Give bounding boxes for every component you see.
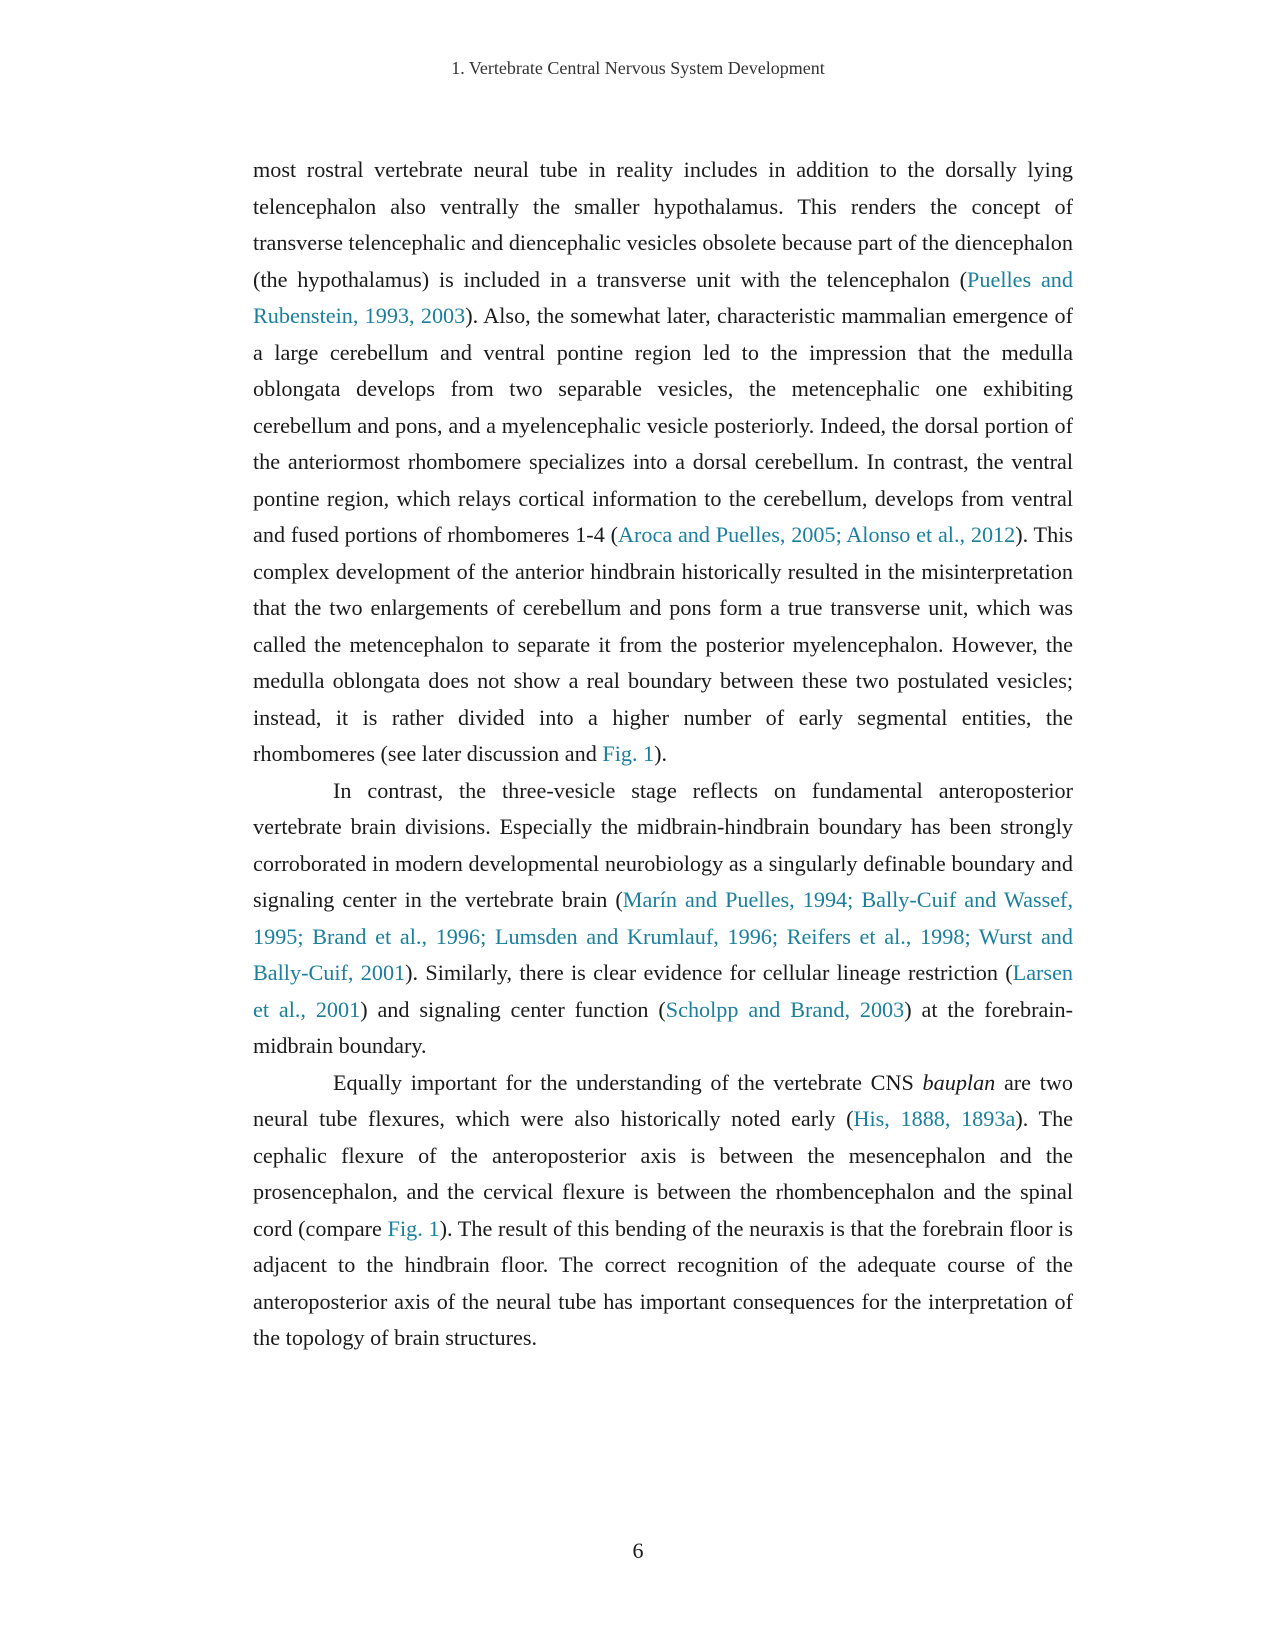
text-segment: ). Similarly, there is clear evidence for cellular lineage restriction ( xyxy=(405,960,1013,985)
citation-link[interactable]: Larsen et al., 2001 xyxy=(253,960,1074,1022)
citation-link[interactable]: Scholpp and Brand, 2003 xyxy=(665,996,905,1022)
text-segment: In contrast, the three-vesicle stage reflects on fundamental anteroposterior vertebrate brain divisions. Especially the midbrain-hindbrain boundary has been strongly corroborated in modern developmental neurobiology as a singularly definable boundary and signaling center in the vertebrate brain ( xyxy=(253,777,1073,912)
text-segment: most rostral vertebrate neural tube in reality includes in addition to the dorsally lying telencephalon also ventrally the smaller hypothalamus. This renders the concept of transverse telencephalic and diencephalic vesicles obsolete because part of the diencephalon (the hypothalamus) is included in a transverse unit with the telencephalon ( xyxy=(253,157,1073,292)
text-segment: ). The result of this bending of the neuraxis is that the forebrain floor is adjacent to the hindbrain floor. The correct recognition of the adequate course of the anteroposterior axis of the neural tube has important consequences for the interpretation of the topology of brain structures. xyxy=(253,1215,1073,1350)
text-segment: are two neural tube flexures, which were also historically noted early ( xyxy=(253,1069,1073,1131)
text-segment: ). The cephalic flexure of the anteroposterior axis is between the mesencephalon and the prosencephalon, and the cervical flexure is between the rhombencephalon and the spinal cord (compare xyxy=(253,1106,1074,1241)
italic-term: bauplan xyxy=(922,1069,996,1095)
text-segment: ) at the forebrain-midbrain boundary. xyxy=(253,996,1073,1058)
citation-link[interactable]: His, 1888, 1893a xyxy=(853,1106,1016,1131)
figure-link[interactable]: Fig. 1 xyxy=(602,741,655,766)
paragraph xyxy=(253,152,1073,773)
text-segment: ). xyxy=(654,741,668,766)
text-segment: ) and signaling center function ( xyxy=(360,996,666,1022)
text-segment: ). This complex development of the anterior hindbrain historically resulted in the misinterpretation that the two enlargements of cerebellum and pons form a true transverse unit, which was called the metencephalon to separate it from the posterior myelencephalon. However, the medulla oblongata does not show a real boundary between these two postulated vesicles; instead, it is rather divided into a higher number of early segmental entities, the rhombomeres (see later discussion and xyxy=(253,522,1073,766)
paragraph xyxy=(253,1065,1073,1357)
citation-link[interactable]: Puelles and Rubenstein, 1993, 2003 xyxy=(253,266,1073,328)
running-header: 1. Vertebrate Central Nervous System Development xyxy=(451,58,825,78)
citation-link[interactable]: Aroca and Puelles, 2005; Alonso et al., 2012 xyxy=(617,522,1016,547)
body-text xyxy=(253,152,1073,1357)
page-number: 6 xyxy=(632,1538,644,1563)
paragraph xyxy=(253,773,1073,1065)
citation-link[interactable]: Marín and Puelles, 1994; Bally-Cuif and Wassef, 1995; Brand et al., 1996; Lumsden and Krumlauf, 1996; Reifers et al., 1998; Wurst and Bally-Cuif, 2001 xyxy=(253,887,1073,985)
text-segment: ). Also, the somewhat later, characteristic mammalian emergence of a large cerebellum and ventral pontine region led to the impression that the medulla oblongata develops from two separable vesicles, the metencephalic one exhibiting cerebellum and pons, and a myelencephalic vesicle posteriorly. Indeed, the dorsal portion of the anteriormost rhombomere specializes into a dorsal cerebellum. In contrast, the ventral pontine region, which relays cortical information to the cerebellum, develops from ventral and fused portions of rhombomeres 1-4 ( xyxy=(253,303,1073,547)
figure-link[interactable]: Fig. 1 xyxy=(387,1215,440,1241)
text-segment: Equally important for the understanding of the vertebrate CNS xyxy=(333,1069,923,1095)
